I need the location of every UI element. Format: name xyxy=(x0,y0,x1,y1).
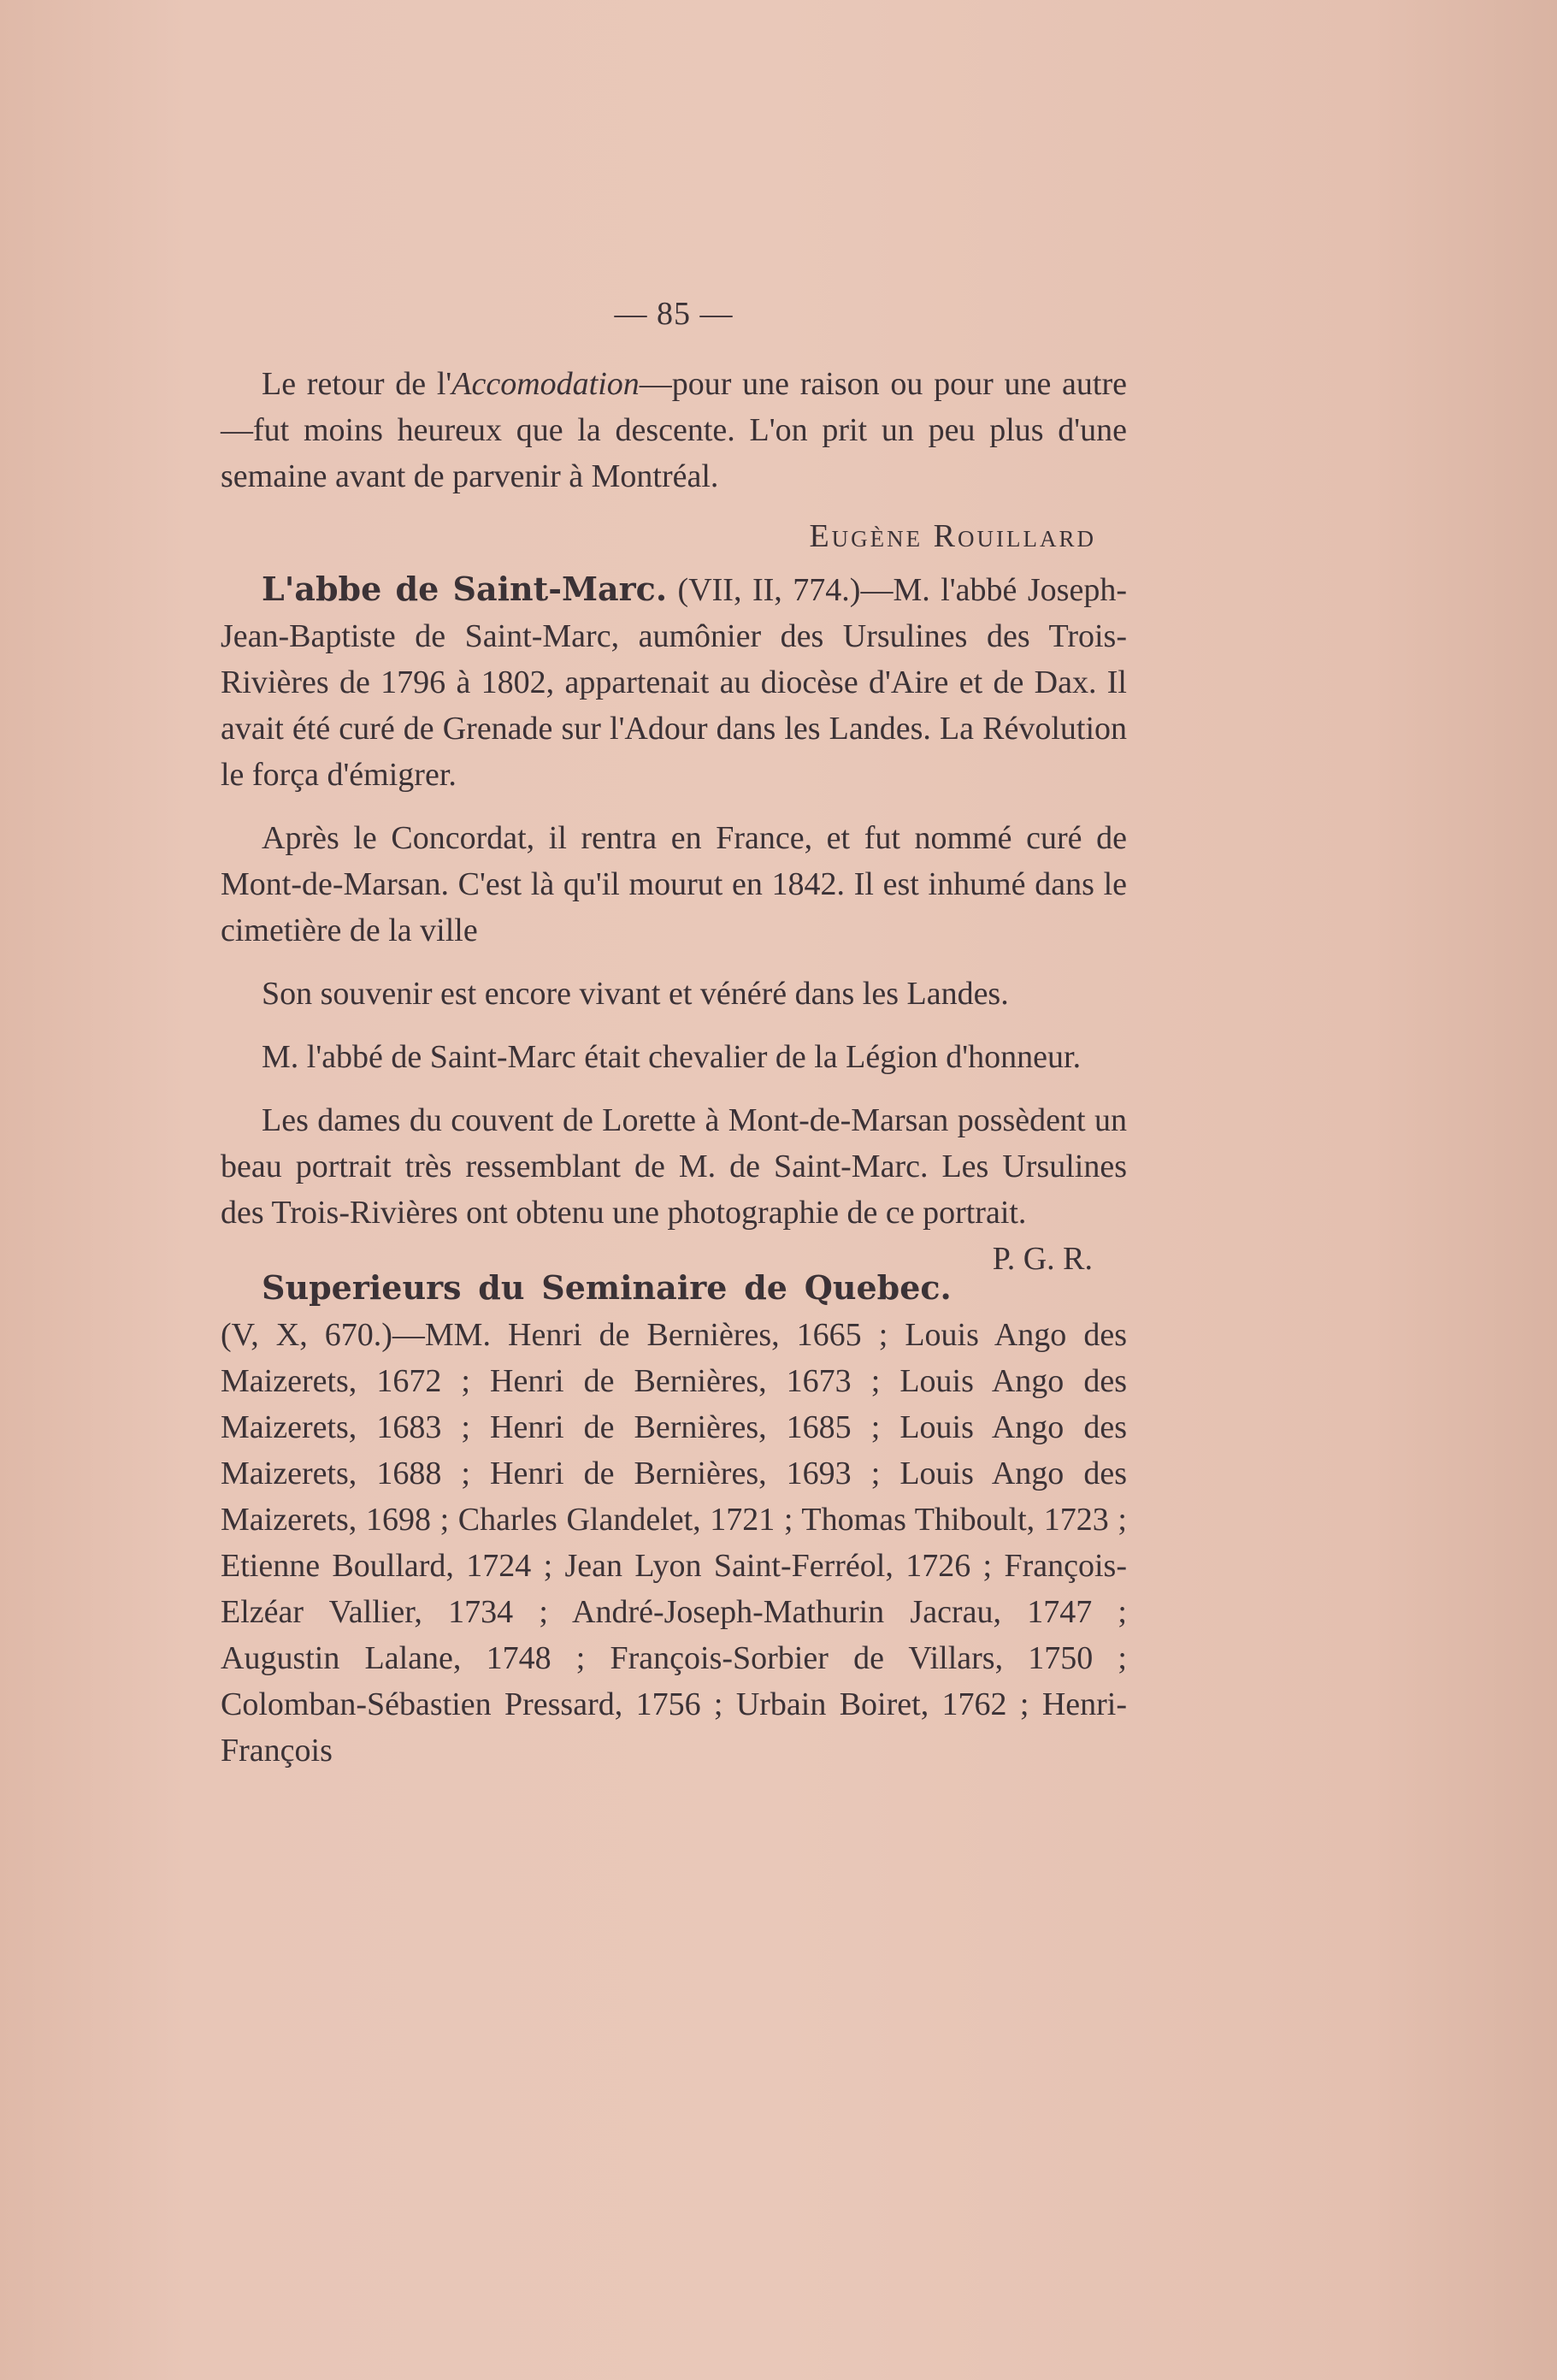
paragraph-concordat: Après le Concordat, il rentra en France, et fut nommé curé de Mont-de-Marsan. C'est là qu'il mourut en 1842. Il est inhumé dans le cimetière de la ville xyxy=(221,820,1127,948)
paragraph-portrait xyxy=(221,1097,1127,1277)
initials-pgr: P. G. R. xyxy=(992,1241,1093,1277)
ship-name: Accomodation xyxy=(451,366,640,402)
signature-rouillard: Eugène Rouillard xyxy=(809,518,1096,554)
entry-text-superieurs: (V, X, 670.)—MM. Henri de Bernières, 1665 ; Louis Ango des Maizerets, 1672 ; Henri de Bernières, 1673 ; Louis Ango des Maizerets, 1683 ; Henri de Bernières, 1685 ; Louis Ango des Maizerets, 1688 ; Henri de Bernières, 1693 ; Louis Ango des Maizerets, 1698 ; Charles Glandelet, 1721 ; Thomas Thiboult, 1723 ; Etienne Boullard, 1724 ; Jean Lyon Saint-Ferréol, 1726 ; François-Elzéar Vallier, 1734 ; André-Joseph-Mathurin Jacrau, 1747 ; Augustin Lalane, 1748 ; François-Sorbier de Villars, 1750 ; Colomban-Sébastien Pressard, 1756 ; Urbain Boiret, 1762 ; Henri-François xyxy=(221,1317,1127,1769)
intro-paragraph xyxy=(221,361,1127,499)
document-page xyxy=(221,291,1127,1774)
entry-saint-marc xyxy=(221,566,1127,798)
entry-title-saint-marc: L'abbe de Saint-Marc. xyxy=(262,570,668,608)
entry-superieurs xyxy=(221,1265,1127,1774)
intro-after: —pour une raison ou pour une autre—fut moins heureux que la descente. L'on prit un peu plus d'une semaine avant de parvenir à Montréal. xyxy=(221,366,1127,494)
page-number: — 85 — xyxy=(614,296,734,332)
portrait-text: Les dames du couvent de Lorette à Mont-de-Marsan possèdent un beau portrait très ressemblant de M. de Saint-Marc. Les Ursulines des Trois-Rivières ont obtenu une photographie de ce portrait. xyxy=(221,1102,1127,1231)
entry-title-superieurs: Superieurs du Seminaire de Quebec. xyxy=(262,1268,952,1307)
entry-text-saint-marc: (VII, II, 774.)—M. l'abbé Joseph-Jean-Baptiste de Saint-Marc, aumônier des Ursulines des Trois-Rivières de 1796 à 1802, appartenait au diocèse d'Aire et de Dax. Il avait été curé de Grenade sur l'Adour dans les Landes. La Révolution le força d'émigrer. xyxy=(221,572,1127,793)
intro-before: Le retour de l' xyxy=(262,366,452,402)
paragraph-souvenir: Son souvenir est encore vivant et vénéré dans les Landes. xyxy=(262,976,1009,1012)
paragraph-legion: M. l'abbé de Saint-Marc était chevalier de la Légion d'honneur. xyxy=(262,1039,1082,1075)
